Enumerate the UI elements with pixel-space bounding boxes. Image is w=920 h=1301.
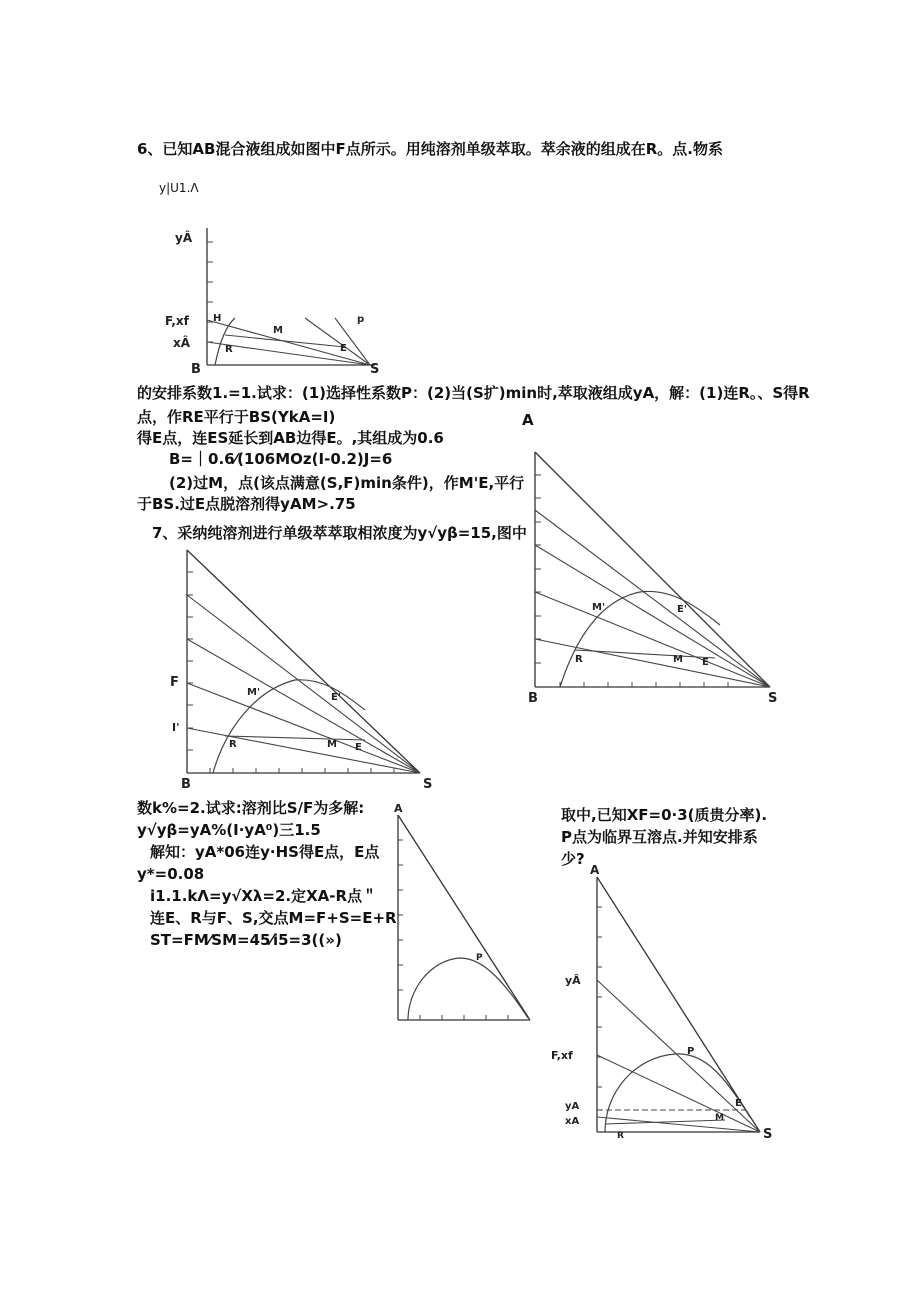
fig2-s-label: S <box>768 691 778 706</box>
figure-2-a-label: A <box>522 411 534 429</box>
fig3-i-label: I' <box>172 721 180 734</box>
fig1-b-label: B <box>191 362 201 377</box>
fig2-m1-label: M' <box>592 602 606 613</box>
fig1-x-label: xÂ <box>173 336 191 350</box>
fig5-p-label: P <box>687 1046 695 1057</box>
fig3-b-label: B <box>181 777 191 792</box>
fig5-m-label: M <box>715 1113 724 1123</box>
fig1-m-label: M <box>273 325 283 336</box>
fig5-ya2-label: yA <box>565 1101 580 1112</box>
figure-4-phase-diagram <box>390 800 550 1025</box>
fig3-e-label: E <box>355 742 362 753</box>
problem-6-line-3: 点，作RE平行于BS(YkA=I) <box>137 408 336 426</box>
problem-7-line-5: y*=0.08 <box>137 865 205 883</box>
fig2-e1-label: E' <box>677 604 687 615</box>
fig1-y-top-label: yÂ <box>175 231 193 245</box>
problem-7-line-6: i1.1.kΛ=y√Xλ=2.定XA-R点＂ <box>150 887 378 905</box>
fig2-b-label: B <box>528 691 538 706</box>
fig4-p-label: P <box>476 953 483 963</box>
problem-6-line-6: (2)过M，点(该点满意(S,F)min条件)，作M'E,平行 <box>169 474 525 492</box>
fig2-r-label: R <box>575 654 583 665</box>
problem-7-line-1: 7、采纳纯溶剂进行单级萃萃取相浓度为y√yβ=15,图中 <box>152 524 527 542</box>
problem-8-line-3: 少? <box>561 850 585 868</box>
problem-6-line-1: 6、已知AB混合液组成如图中F点所示。用纯溶剂单级萃取。萃余液的组成在R。点.物系 <box>137 140 723 158</box>
fig5-f-label: F,xf <box>551 1049 573 1062</box>
fig3-m1-label: M' <box>247 687 261 698</box>
figure-5-phase-diagram <box>545 862 785 1147</box>
problem-7-line-3: y√yβ=yA%(I·yA⁰)三1.5 <box>137 821 321 839</box>
fig1-r-label: R <box>225 344 233 355</box>
fig5-a-label: A <box>590 863 600 877</box>
problem-7-line-4: 解知：yA*06连y·HS得E点，E点 <box>150 843 380 861</box>
problem-8-line-2: P点为临界互溶点.并知安排系 <box>561 828 758 846</box>
fig3-e1-label: E' <box>331 692 341 703</box>
problem-7-line-8: ST=FM⁄SM=45⁄i5=3((») <box>150 931 342 949</box>
fig5-r-label: R <box>617 1131 624 1141</box>
fig3-m-label: M <box>327 739 337 750</box>
figure-2-phase-diagram <box>520 440 790 710</box>
problem-6-line-5: B=｜0.6⁄(106MOz(I-0.2)J=6 <box>169 450 393 468</box>
fig1-p-label: p <box>357 314 365 325</box>
problem-7-line-7: 连E、R与F、S,交点M=F+S=E+R <box>150 909 397 927</box>
fig3-s-label: S <box>423 777 433 792</box>
figure-3-phase-diagram <box>165 540 435 795</box>
figure-1-phase-diagram <box>165 220 385 380</box>
problem-8-line-1: 取中,已知XF=0·3(质贵分率). <box>561 806 768 824</box>
problem-6-line-2: 的安排系数1.=1.试求：(1)选择性系数P：(2)当(S扩)min时,萃取液组成yA，解：(1)连R。、S得R <box>137 384 810 402</box>
fig1-h-label: H <box>213 313 222 324</box>
fig2-e-label: E <box>702 657 709 668</box>
fig4-a-label: A <box>394 802 403 815</box>
fig1-s-label: S <box>370 362 380 377</box>
fig5-xa-label: xA <box>565 1116 580 1127</box>
fig5-ya-label: yÂ <box>565 974 581 987</box>
fig2-m-label: M <box>673 654 683 665</box>
fig1-f-label: F,xf <box>165 314 189 328</box>
problem-6-figure-caption: y|U1.Λ <box>159 181 199 195</box>
fig3-r-label: R <box>229 739 237 750</box>
fig1-e-label: E <box>340 343 347 354</box>
problem-6-line-7: 于BS.过E点脱溶剂得yAM>.75 <box>137 495 356 513</box>
fig5-s-label: S <box>763 1127 773 1142</box>
fig3-f-label: F <box>170 675 179 690</box>
problem-7-line-2: 数k%=2.试求:溶剂比S/F为多解: <box>137 799 365 817</box>
fig5-e-label: E <box>735 1098 742 1109</box>
problem-6-line-4: 得E点，连ES延长到AB边得E。,其组成为0.6 <box>137 429 444 447</box>
